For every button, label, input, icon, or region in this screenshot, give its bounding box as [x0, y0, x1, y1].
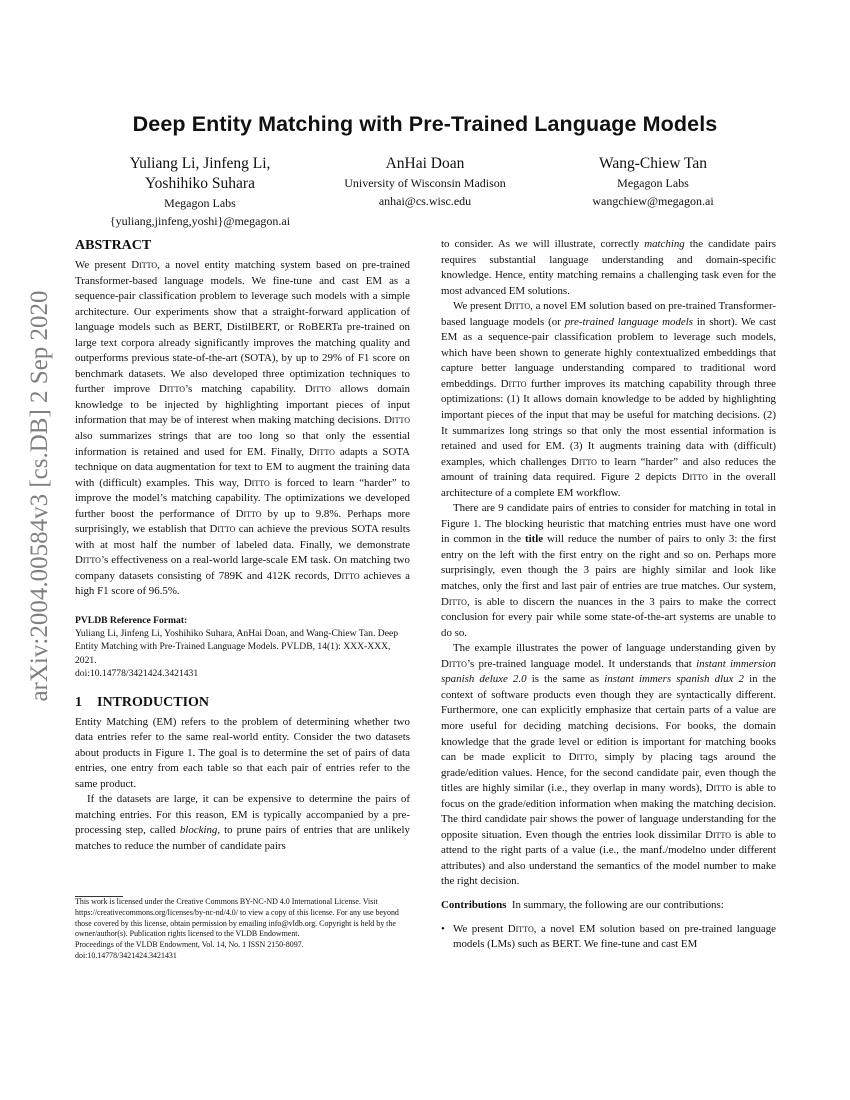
- section-title: INTRODUCTION: [97, 694, 210, 710]
- bullet-text: We present Ditto, a novel EM solution based on pre-trained language models (LMs) such as BERT. We fine-tune and cast EM: [453, 922, 776, 951]
- proceedings-note: Proceedings of the VLDB Endowment, Vol. 14, No. 1 ISSN 2150-8097.: [75, 940, 304, 950]
- bullet-icon: •: [441, 922, 445, 935]
- arxiv-identifier: [22, 290, 58, 702]
- system-name: Ditto: [75, 554, 101, 567]
- author-block-3: [538, 154, 768, 210]
- author-email: anhai@cs.wisc.edu: [378, 194, 472, 208]
- system-name: Ditto: [507, 922, 534, 935]
- author-block-1: [88, 154, 312, 230]
- author-names-line-1: Wang-Chiew Tan: [598, 155, 707, 172]
- system-name: Ditto: [504, 300, 531, 313]
- author-affiliation: University of Wisconsin Madison: [344, 176, 506, 190]
- system-name: Ditto: [705, 782, 732, 795]
- ditto-overview-paragraph: We present Ditto, a novel EM solution based on pre-trained Transformer-based language models (or pre-trained language models in short). We cast EM as a sequence-pair classification problem to leverage such models, which have been shown to generate highly contextualized embeddings that capture better language understanding compared to traditional word embeddings. Ditto further improves its matching capability through three optimizations: (1) It allows domain knowledge to be added by highlighting important pieces of the input that may be useful for matching decisions. (2) It summarizes long strings so that only the most essential information is retained and used for EM. (3) It augments training data with (difficult) examples, which challenges Ditto to learn “harder” and also reduces the amount of training data required. Figure 2 depicts Ditto in the overall architecture of a complete EM workflow.: [441, 300, 777, 499]
- arxiv-identifier-text: arXiv:2004.00584v3 [cs.DB] 2 Sep 2020: [26, 290, 53, 702]
- author-email: {yuliang,jinfeng,yoshi}@megagon.ai: [109, 214, 291, 228]
- reference-format-doi: doi:10.14778/3421424.3421431: [75, 668, 199, 680]
- system-name: Ditto: [568, 751, 595, 764]
- author-affiliation: Megagon Labs: [164, 196, 236, 210]
- intro-paragraph-2: If the datasets are large, it can be expensive to determine the pairs of matching entries. For this reason, EM is typically accompanied by a pre-processing step, called blocking, to prune pairs of entries that are unlikely matches to reduce the number of candidate pairs: [75, 793, 410, 853]
- system-name: Ditto: [570, 455, 597, 468]
- author-block-2: [300, 154, 550, 210]
- author-email: wangchiew@megagon.ai: [592, 194, 714, 208]
- contribution-bullet-1: [441, 922, 776, 953]
- author-names-line-1: Yuliang Li, Jinfeng Li,: [129, 155, 271, 172]
- left-column: [75, 236, 410, 855]
- author-names-line-1: AnHai Doan: [385, 155, 465, 172]
- system-name: Ditto: [308, 445, 335, 458]
- system-name: Ditto: [235, 507, 262, 520]
- system-name: Ditto: [500, 377, 527, 390]
- reference-format-heading: PVLDB Reference Format:: [75, 615, 188, 627]
- system-name: Ditto: [131, 259, 158, 271]
- footnote: [75, 897, 410, 962]
- intro-continued: to consider. As we will illustrate, correctly matching the candidate pairs requires substantial language understanding and domain-specific knowledge. Hence, entity matching remains a challenging task even for the most advanced EM solutions.: [441, 238, 776, 297]
- system-name: Ditto: [441, 657, 467, 670]
- system-name: Ditto: [243, 476, 270, 489]
- blocking-term: blocking: [179, 824, 218, 837]
- system-name: Ditto: [705, 828, 732, 841]
- system-name: Ditto: [681, 471, 708, 484]
- contributions-paragraph: Contributions In summary, the following are our contributions:: [441, 898, 724, 911]
- contributions-heading: Contributions: [441, 898, 507, 911]
- system-name: Ditto: [384, 414, 410, 427]
- system-name: Ditto: [209, 523, 236, 536]
- doi-note: doi:10.14778/3421424.3421431: [75, 950, 177, 960]
- abstract-heading: ABSTRACT: [75, 238, 152, 253]
- intro-heading: [75, 693, 410, 713]
- section-number: 1: [75, 694, 82, 710]
- system-name: Ditto: [304, 383, 331, 396]
- candidate-pairs-paragraph: There are 9 candidate pairs of entries to consider for matching in total in Figure 1. The blocking heuristic that matching entries must have one word in common in the title will reduce the number of pairs to only 3: the first entry on the left with the first entry on the right and so on. Perhaps more surprisingly, even though the 3 pairs are highly similar and look like matches, only the first and last pair of entries are true matches. Our system, Ditto, is able to discern the nuances in the 3 pairs to make the correct conclusion for every pair while some state-of-the-art systems are unable to do so.: [441, 502, 776, 639]
- system-name: Ditto: [159, 383, 185, 396]
- author-names-line-2: Yoshihiko Suhara: [145, 175, 255, 192]
- intro-paragraph-1: Entity Matching (EM) refers to the problem of determining whether two data entries refer to the same real-world entity. Consider the two datasets about products in Figure 1. The goal is to determine the set of pairs of data entries, one entry from each table so that each pair of entries refer to the same product.: [75, 715, 410, 790]
- author-affiliation: Megagon Labs: [617, 176, 689, 190]
- abstract-text: We present Ditto, a novel entity matching system based on pre-trained Transformer-based language models. We fine-tune and cast EM as a sequence-pair classification problem to leverage such models with a simple architecture. Our experiments show that a straight-forward application of language models such as BERT, DistilBERT, or RoBERTa pre-trained on large text corpora already significantly improves the matching quality and outperforms previous state-of-the-art (SOTA), by up to 29% of F1 score on benchmark datasets. We also developed three optimization techniques to further improve Ditto’s matching capability. Ditto allows domain knowledge to be injected by highlighting important pieces of input information that may be of interest when making matching decisions. Ditto also summarizes strings that are too long so that only the essential information is retained and used for EM. Finally, Ditto adapts a SOTA technique on data augmentation for text to EM to augment the training data with (difficult) examples. This way, Ditto is forced to learn “harder” to improve the model’s matching capability. The optimizations we developed further boost the performance of Ditto by up to 9.8%. Perhaps more surprisingly, we establish that Ditto can achieve the previous SOTA results with at most half the number of labeled data. Finally, we demonstrate Ditto’s effectiveness on a real-world large-scale EM task. On matching two company datasets consisting of 789K and 412K records, Ditto achieves a high F1 score of 96.5%.: [75, 259, 411, 598]
- right-column: [441, 237, 776, 953]
- system-name: Ditto: [333, 569, 360, 582]
- reference-format-text: Yuliang Li, Jinfeng Li, Yoshihiko Suhara, AnHai Doan, and Wang-Chiew Tan. Deep Entity Matching with Pre-Trained Language Models. PVLDB, 14(1): XXX-XXX, 2021.: [75, 628, 399, 666]
- paper-title: Deep Entity Matching with Pre-Trained Language Models: [132, 112, 718, 136]
- license-note: This work is licensed under the Creative Commons BY-NC-ND 4.0 International License. Visit https://creativecommons.org/licenses/by-nc-nd/4.0/ to view a copy of this license. For any use beyond those covered by this license, obtain permission by emailing info@vldb.org. Copyright is held by the owner/author(s). Publication rights licensed to the VLDB Endowment.: [75, 897, 399, 939]
- system-name: Ditto: [441, 595, 467, 608]
- language-understanding-paragraph: The example illustrates the power of language understanding given by Ditto’s pre-trained language model. It understands that instant immersion spanish deluxe 2.0 is the same as instant immers spanish dlux 2 in the context of software products even though they are syntactically different. Furthermore, one can explicitly emphasize that certain parts of a value are more useful for deciding matching decisions. For books, the domain knowledge that the grade level or edition is important for matching books can be made explicit to Ditto, simply by placing tags around the grade/edition values. Hence, for the second candidate pair, even though the titles are highly similar (i.e., they overlap in many words), Ditto is able to focus on the grade/edition information when making the matching decision. The third candidate pair shows the power of language understanding for the opposite situation. Even though the entries look dissimilar Ditto is able to attend to the right parts of a value (i.e., the manf./modelno under different attributes) and also understand the semantics of the model number to make the right decision.: [441, 642, 777, 888]
